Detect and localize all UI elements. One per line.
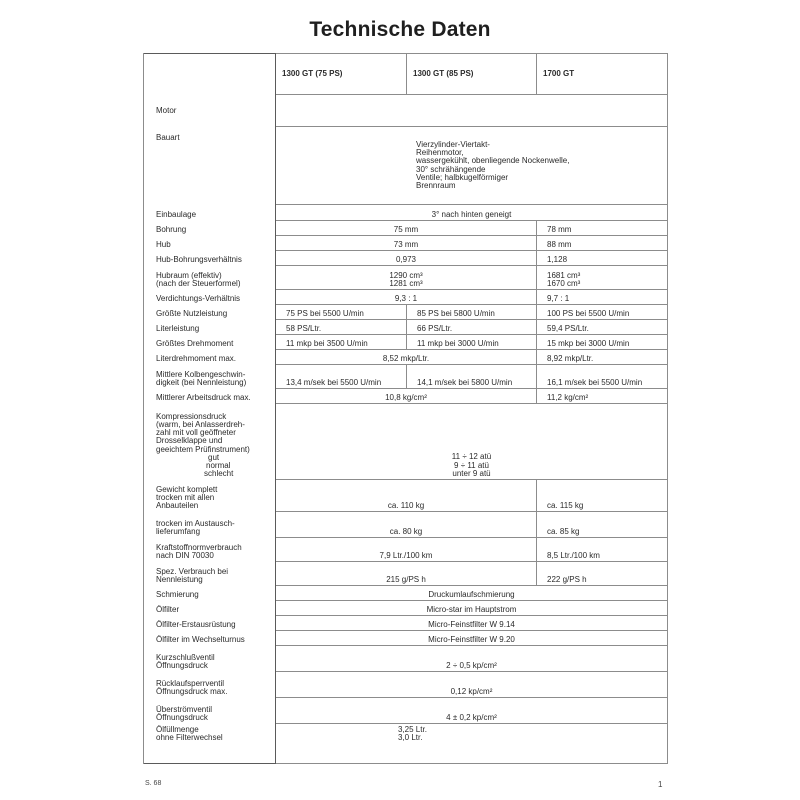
row-arbeitsdruck <box>144 389 668 404</box>
arbeitsdruck-1700: 11,2 kg/cm² <box>537 389 668 404</box>
row-gewicht <box>144 480 668 512</box>
ruecklauf-value: 0,12 kp/cm² <box>276 672 668 698</box>
literleistung-c1: 58 PS/Ltr. <box>276 320 407 335</box>
oelfilter-ers-label: Ölfilter-Erstausrüstung <box>144 616 276 631</box>
row-oelfilter-wechsel <box>144 631 668 646</box>
bauart-label: Bauart <box>144 127 276 205</box>
drehmoment-c1: 11 mkp bei 3500 U/min <box>276 335 407 350</box>
oelfuell-label: Ölfüllmenge ohne Filterwechsel <box>144 724 276 764</box>
hubraum-1700: 1681 cm³ 1670 cm³ <box>537 266 668 290</box>
bohrung-label: Bohrung <box>144 221 276 236</box>
row-hub <box>144 236 668 251</box>
row-spezverbrauch <box>144 562 668 586</box>
drehmoment-c3: 15 mkp bei 3000 U/min <box>537 335 668 350</box>
austausch-label: trocken im Austausch- lieferumfang <box>144 512 276 538</box>
nutzleistung-c3: 100 PS bei 5500 U/min <box>537 305 668 320</box>
austausch-1700: ca. 85 kg <box>537 512 668 538</box>
hbv-1700: 1,128 <box>537 251 668 266</box>
row-bauart <box>144 127 668 205</box>
col-header-1300gt-75: 1300 GT (75 PS) <box>276 54 407 95</box>
literleistung-label: Literleistung <box>144 320 276 335</box>
nutzleistung-c1: 75 PS bei 5500 U/min <box>276 305 407 320</box>
row-oelfilter <box>144 601 668 616</box>
row-austausch <box>144 512 668 538</box>
kraftstoff-1300: 7,9 Ltr./100 km <box>276 538 537 562</box>
kompression-label: Kompressionsdruck (warm, bei Anlasserdreh- zahl mit voll geöffneter Drosselklappe und geeichtem Prüfinstrument) gut normal schlecht <box>144 404 276 480</box>
kraftstoff-label: Kraftstoffnormverbrauch nach DIN 70030 <box>144 538 276 562</box>
page-title: Technische Daten <box>309 18 491 41</box>
row-hub-bohrung <box>144 251 668 266</box>
row-bohrung <box>144 221 668 236</box>
hubraum-1300: 1290 cm³ 1281 cm³ <box>276 266 537 290</box>
literleistung-c3: 59,4 PS/Ltr. <box>537 320 668 335</box>
row-kolben <box>144 365 668 389</box>
technical-data-table <box>143 53 668 764</box>
kurzschluss-label: Kurzschlußventil Öffnungsdruck <box>144 646 276 672</box>
schmierung-label: Schmierung <box>144 586 276 601</box>
row-einbaulage <box>144 205 668 221</box>
drehmoment-label: Größtes Drehmoment <box>144 335 276 350</box>
kolben-c3: 16,1 m/sek bei 5500 U/min <box>537 365 668 389</box>
oelfilter-ers-value: Micro-Feinstfilter W 9.14 <box>276 616 668 631</box>
arbeitsdruck-label: Mittlerer Arbeitsdruck max. <box>144 389 276 404</box>
kraftstoff-1700: 8,5 Ltr./100 km <box>537 538 668 562</box>
row-kraftstoff <box>144 538 668 562</box>
oelfilter-wech-label: Ölfilter im Wechselturnus <box>144 631 276 646</box>
hub-1700: 88 mm <box>537 236 668 251</box>
kurzschluss-value: 2 ÷ 0,5 kp/cm² <box>276 646 668 672</box>
verdichtung-label: Verdichtungs-Verhältnis <box>144 290 276 305</box>
gewicht-1700: ca. 115 kg <box>537 480 668 512</box>
header-row <box>144 54 668 95</box>
row-literleistung <box>144 320 668 335</box>
col-header-1700gt: 1700 GT <box>537 54 668 95</box>
header-empty <box>144 54 276 95</box>
hbv-label: Hub-Bohrungsverhältnis <box>144 251 276 266</box>
row-oelfilter-erstausruestung <box>144 616 668 631</box>
bauart-value: Vierzylinder-Viertakt- Reihenmotor, wassergekühlt, obenliegende Nockenwelle, 30° schrähängende Ventile; halbkugelförmiger Brennraum <box>276 127 668 205</box>
kompression-values: 11 ÷ 12 atü 9 ÷ 11 atü unter 9 atü <box>276 404 668 480</box>
page-number: 1 <box>658 780 663 789</box>
spezverbrauch-label: Spez. Verbrauch bei Nennleistung <box>144 562 276 586</box>
col-header-1300gt-85: 1300 GT (85 PS) <box>407 54 537 95</box>
bohrung-1700: 78 mm <box>537 221 668 236</box>
spezverbrauch-1300: 215 g/PS h <box>276 562 537 586</box>
row-verdichtung <box>144 290 668 305</box>
verdichtung-1700: 9,7 : 1 <box>537 290 668 305</box>
verdichtung-1300: 9,3 : 1 <box>276 290 537 305</box>
oelfuell-value: 3,25 Ltr. 3,0 Ltr. <box>276 724 668 764</box>
row-oelfuellmenge <box>144 724 668 764</box>
literleistung-c2: 66 PS/Ltr. <box>407 320 537 335</box>
ruecklauf-label: Rücklaufsperrventil Öffnungsdruck max. <box>144 672 276 698</box>
kolben-c1: 13,4 m/sek bei 5500 U/min <box>276 365 407 389</box>
row-ueberstroem <box>144 698 668 724</box>
motor-label: Motor <box>144 95 276 127</box>
row-literdrehmoment <box>144 350 668 365</box>
page-reference: S. 68 <box>145 780 162 787</box>
row-motor <box>144 95 668 127</box>
literdrehmoment-1300: 8,52 mkp/Ltr. <box>276 350 537 365</box>
hubraum-label: Hubraum (effektiv) (nach der Steuerformel) <box>144 266 276 290</box>
row-ruecklauf <box>144 672 668 698</box>
oelfilter-value: Micro-star im Hauptstrom <box>276 601 668 616</box>
hub-1300: 73 mm <box>276 236 537 251</box>
oelfilter-wech-value: Micro-Feinstfilter W 9.20 <box>276 631 668 646</box>
gewicht-label: Gewicht komplett trocken mit allen Anbauteilen <box>144 480 276 512</box>
einbaulage-value: 3° nach hinten geneigt <box>276 205 668 221</box>
kolben-c2: 14,1 m/sek bei 5800 U/min <box>407 365 537 389</box>
einbaulage-label: Einbaulage <box>144 205 276 221</box>
row-drehmoment <box>144 335 668 350</box>
nutzleistung-label: Größte Nutzleistung <box>144 305 276 320</box>
austausch-1300: ca. 80 kg <box>276 512 537 538</box>
bohrung-1300: 75 mm <box>276 221 537 236</box>
row-kurzschluss <box>144 646 668 672</box>
oelfilter-label: Ölfilter <box>144 601 276 616</box>
literdrehmoment-label: Literdrehmoment max. <box>144 350 276 365</box>
drehmoment-c2: 11 mkp bei 3000 U/min <box>407 335 537 350</box>
gewicht-1300: ca. 110 kg <box>276 480 537 512</box>
schmierung-value: Druckumlaufschmierung <box>276 586 668 601</box>
hub-label: Hub <box>144 236 276 251</box>
row-hubraum <box>144 266 668 290</box>
spezverbrauch-1700: 222 g/PS h <box>537 562 668 586</box>
nutzleistung-c2: 85 PS bei 5800 U/min <box>407 305 537 320</box>
arbeitsdruck-1300: 10,8 kg/cm² <box>276 389 537 404</box>
ueberstroem-label: Überströmventil Öffnungsdruck <box>144 698 276 724</box>
row-schmierung <box>144 586 668 601</box>
hbv-1300: 0,973 <box>276 251 537 266</box>
literdrehmoment-1700: 8,92 mkp/Ltr. <box>537 350 668 365</box>
ueberstroem-value: 4 ± 0,2 kp/cm² <box>276 698 668 724</box>
row-nutzleistung <box>144 305 668 320</box>
row-kompression <box>144 404 668 480</box>
kolben-label: Mittlere Kolbengeschwin- digkeit (bei Nennleistung) <box>144 365 276 389</box>
